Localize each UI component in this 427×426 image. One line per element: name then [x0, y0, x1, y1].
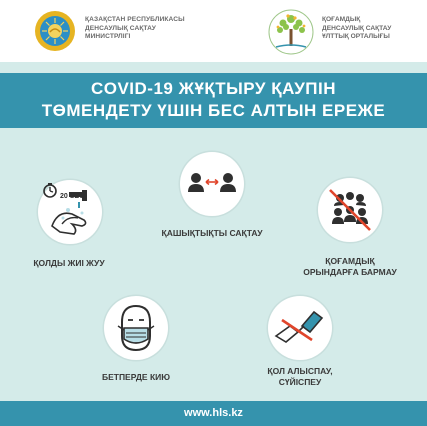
title-line-1: COVID-19 ЖҰҚТЫРУ ҚАУПІН	[90, 79, 337, 98]
rule-crowd-circle	[318, 178, 382, 242]
ministry-line-1: ҚАЗАҚСТАН РЕСПУБЛИКАСЫ	[85, 16, 185, 23]
footer-url[interactable]: www.hls.kz	[184, 407, 243, 419]
center-line-3: ҰЛТТЫҚ ОРТАЛЫҒЫ	[322, 33, 390, 41]
rule-crowd-text-2: ОРЫНДАРҒА БАРМАУ	[303, 267, 397, 277]
rule-mask-text: БЕТПЕРДЕ КИЮ	[101, 372, 171, 382]
title-line-2: ТӨМЕНДЕТУ ҮШІН БЕС АЛТЫН ЕРЕЖЕ	[41, 101, 386, 120]
rule-mask-label	[76, 372, 196, 383]
kazakhstan-emblem-icon	[33, 9, 77, 53]
header	[0, 0, 427, 62]
rule-handshake-text-1: ҚОЛ АЛЫСПАУ,	[267, 366, 333, 376]
ministry-name	[85, 16, 225, 42]
footer	[0, 401, 427, 426]
no-handshake-icon	[268, 296, 332, 360]
rule-crowd-text-1: ҚОҒАМДЫҚ	[325, 256, 375, 266]
ministry-line-2: ДЕНСАУЛЫҚ САҚТАУ	[85, 24, 156, 32]
rule-handshake-text-2: СҮЙІСПЕУ	[278, 377, 322, 387]
timer-label: 20 SEC	[60, 193, 85, 200]
rule-handshake-circle	[268, 296, 332, 360]
rule-mask-circle	[104, 296, 168, 360]
center-logo-icon	[266, 7, 316, 57]
rule-handshake-label	[230, 366, 370, 388]
center-line-2: ДЕНСАУЛЫҚ САҚТАУ	[322, 24, 392, 32]
rule-wash-label	[14, 258, 124, 269]
center-line-1: ҚОҒАМДЫҚ	[322, 16, 361, 23]
rule-distance-label	[142, 228, 282, 239]
ministry-line-3: МИНИСТРЛІГІ	[85, 33, 131, 41]
center-name	[322, 16, 422, 42]
face-mask-icon	[104, 296, 168, 360]
rule-distance-text: ҚАШЫҚТЫҚТЫ САҚТАУ	[161, 228, 263, 238]
title-banner	[0, 73, 427, 128]
social-distance-icon	[180, 152, 244, 216]
rule-wash-text: ҚОЛДЫ ЖИІ ЖУУ	[33, 258, 105, 268]
timer-badge	[60, 189, 90, 201]
no-crowd-icon	[318, 178, 382, 242]
rule-crowd-label	[280, 256, 420, 278]
rule-distance-circle	[180, 152, 244, 216]
